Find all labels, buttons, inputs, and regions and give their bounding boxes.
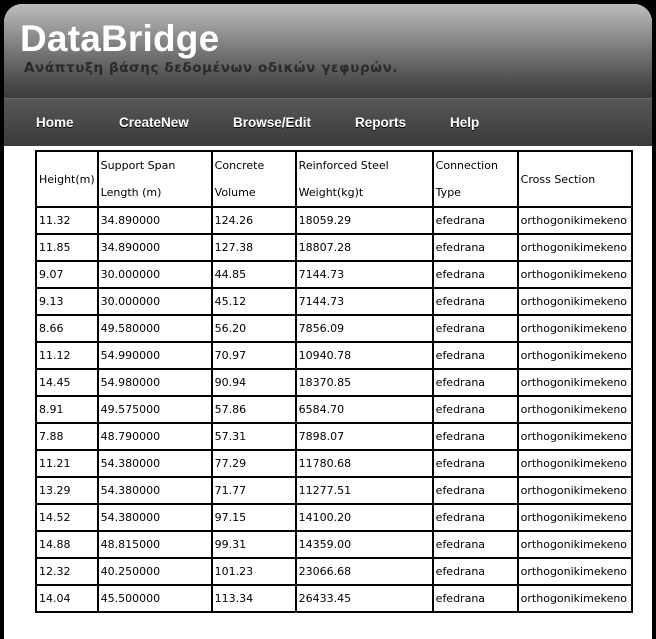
cell-cross-section: orthogonikimekeno xyxy=(518,261,632,288)
table-row xyxy=(36,234,632,261)
cell-cross-section: orthogonikimekeno xyxy=(518,423,632,450)
site-subtitle: Ανάπτυξη βάσης δεδομένων οδικών γεφυρών. xyxy=(24,60,399,76)
cell-support-span-length: 49.580000 xyxy=(98,315,212,342)
table-row xyxy=(36,396,632,423)
cell-support-span-length: 30.000000 xyxy=(98,261,212,288)
cell-connection-type: efedrana xyxy=(433,261,518,288)
cell-support-span-length: 48.815000 xyxy=(98,531,212,558)
cell-reinforced-steel-weight: 7856.09 xyxy=(296,315,433,342)
nav-help[interactable]: Help xyxy=(450,115,480,130)
cell-cross-section: orthogonikimekeno xyxy=(518,288,632,315)
cell-height: 11.12 xyxy=(36,342,98,369)
cell-reinforced-steel-weight: 26433.45 xyxy=(296,585,433,612)
site-title[interactable]: DataBridge xyxy=(20,18,220,59)
table-body xyxy=(36,207,632,612)
cell-concrete-volume: 70.97 xyxy=(212,342,296,369)
cell-height: 9.07 xyxy=(36,261,98,288)
cell-support-span-length: 34.890000 xyxy=(98,207,212,234)
cell-support-span-length: 54.380000 xyxy=(98,450,212,477)
cell-height: 7.88 xyxy=(36,423,98,450)
cell-reinforced-steel-weight: 14100.20 xyxy=(296,504,433,531)
col-header-reinforced-steel-weight: Reinforced Steel Weight(kg)t xyxy=(296,151,433,207)
cell-support-span-length: 34.890000 xyxy=(98,234,212,261)
cell-reinforced-steel-weight: 18370.85 xyxy=(296,369,433,396)
cell-reinforced-steel-weight: 6584.70 xyxy=(296,396,433,423)
nav-browse-edit[interactable]: Browse/Edit xyxy=(233,115,312,130)
cell-concrete-volume: 57.86 xyxy=(212,396,296,423)
table-row xyxy=(36,558,632,585)
cell-height: 11.85 xyxy=(36,234,98,261)
cell-cross-section: orthogonikimekeno xyxy=(518,369,632,396)
cell-height: 11.21 xyxy=(36,450,98,477)
cell-connection-type: efedrana xyxy=(433,531,518,558)
cell-height: 9.13 xyxy=(36,288,98,315)
cell-connection-type: efedrana xyxy=(433,315,518,342)
cell-cross-section: orthogonikimekeno xyxy=(518,450,632,477)
cell-support-span-length: 49.575000 xyxy=(98,396,212,423)
col-header-support-span-length: Support Span Length (m) xyxy=(98,151,212,207)
cell-support-span-length: 30.000000 xyxy=(98,288,212,315)
browser-window xyxy=(4,4,652,639)
cell-cross-section: orthogonikimekeno xyxy=(518,342,632,369)
cell-concrete-volume: 45.12 xyxy=(212,288,296,315)
table-row xyxy=(36,531,632,558)
cell-reinforced-steel-weight: 10940.78 xyxy=(296,342,433,369)
cell-height: 8.91 xyxy=(36,396,98,423)
table-row xyxy=(36,423,632,450)
cell-support-span-length: 48.790000 xyxy=(98,423,212,450)
cell-connection-type: efedrana xyxy=(433,234,518,261)
cell-support-span-length: 54.380000 xyxy=(98,504,212,531)
cell-cross-section: orthogonikimekeno xyxy=(518,477,632,504)
cell-connection-type: efedrana xyxy=(433,504,518,531)
cell-height: 14.04 xyxy=(36,585,98,612)
cell-reinforced-steel-weight: 11780.68 xyxy=(296,450,433,477)
table-row xyxy=(36,585,632,612)
cell-height: 12.32 xyxy=(36,558,98,585)
cell-connection-type: efedrana xyxy=(433,369,518,396)
table-row xyxy=(36,450,632,477)
col-header-height: Height(m) xyxy=(36,151,98,207)
nav-create-new[interactable]: CreateNew xyxy=(119,115,189,130)
table-row xyxy=(36,342,632,369)
cell-support-span-length: 40.250000 xyxy=(98,558,212,585)
col-header-cross-section: Cross Section xyxy=(518,151,632,207)
cell-support-span-length: 45.500000 xyxy=(98,585,212,612)
cell-connection-type: efedrana xyxy=(433,558,518,585)
table-row xyxy=(36,477,632,504)
main-nav xyxy=(4,98,652,147)
col-header-connection-type: Connection Type xyxy=(433,151,518,207)
cell-reinforced-steel-weight: 7898.07 xyxy=(296,423,433,450)
cell-cross-section: orthogonikimekeno xyxy=(518,558,632,585)
cell-concrete-volume: 77.29 xyxy=(212,450,296,477)
cell-cross-section: orthogonikimekeno xyxy=(518,531,632,558)
table-row xyxy=(36,315,632,342)
cell-height: 13.29 xyxy=(36,477,98,504)
table-row xyxy=(36,504,632,531)
bridge-data-table xyxy=(35,150,633,613)
cell-concrete-volume: 90.94 xyxy=(212,369,296,396)
cell-concrete-volume: 57.31 xyxy=(212,423,296,450)
cell-concrete-volume: 44.85 xyxy=(212,261,296,288)
cell-height: 14.52 xyxy=(36,504,98,531)
cell-reinforced-steel-weight: 7144.73 xyxy=(296,261,433,288)
cell-height: 11.32 xyxy=(36,207,98,234)
cell-reinforced-steel-weight: 18059.29 xyxy=(296,207,433,234)
cell-connection-type: efedrana xyxy=(433,477,518,504)
cell-reinforced-steel-weight: 14359.00 xyxy=(296,531,433,558)
table-row xyxy=(36,369,632,396)
cell-concrete-volume: 71.77 xyxy=(212,477,296,504)
cell-cross-section: orthogonikimekeno xyxy=(518,504,632,531)
cell-reinforced-steel-weight: 7144.73 xyxy=(296,288,433,315)
col-header-concrete-volume: Concrete Volume xyxy=(212,151,296,207)
cell-height: 14.88 xyxy=(36,531,98,558)
table-header-row xyxy=(36,151,632,207)
cell-concrete-volume: 101.23 xyxy=(212,558,296,585)
cell-concrete-volume: 124.26 xyxy=(212,207,296,234)
cell-cross-section: orthogonikimekeno xyxy=(518,585,632,612)
cell-concrete-volume: 99.31 xyxy=(212,531,296,558)
cell-cross-section: orthogonikimekeno xyxy=(518,396,632,423)
cell-cross-section: orthogonikimekeno xyxy=(518,315,632,342)
cell-concrete-volume: 56.20 xyxy=(212,315,296,342)
cell-cross-section: orthogonikimekeno xyxy=(518,207,632,234)
cell-reinforced-steel-weight: 23066.68 xyxy=(296,558,433,585)
cell-reinforced-steel-weight: 11277.51 xyxy=(296,477,433,504)
cell-connection-type: efedrana xyxy=(433,288,518,315)
cell-support-span-length: 54.380000 xyxy=(98,477,212,504)
main-content xyxy=(4,146,652,639)
cell-connection-type: efedrana xyxy=(433,423,518,450)
nav-reports[interactable]: Reports xyxy=(355,115,407,130)
nav-home[interactable]: Home xyxy=(36,115,74,130)
cell-support-span-length: 54.980000 xyxy=(98,369,212,396)
cell-connection-type: efedrana xyxy=(433,450,518,477)
cell-concrete-volume: 127.38 xyxy=(212,234,296,261)
table-row xyxy=(36,207,632,234)
table-row xyxy=(36,261,632,288)
cell-connection-type: efedrana xyxy=(433,342,518,369)
cell-connection-type: efedrana xyxy=(433,396,518,423)
cell-reinforced-steel-weight: 18807.28 xyxy=(296,234,433,261)
table-row xyxy=(36,288,632,315)
cell-support-span-length: 54.990000 xyxy=(98,342,212,369)
cell-concrete-volume: 97.15 xyxy=(212,504,296,531)
cell-height: 8.66 xyxy=(36,315,98,342)
cell-connection-type: efedrana xyxy=(433,585,518,612)
cell-connection-type: efedrana xyxy=(433,207,518,234)
cell-height: 14.45 xyxy=(36,369,98,396)
cell-concrete-volume: 113.34 xyxy=(212,585,296,612)
site-header xyxy=(4,4,652,98)
cell-cross-section: orthogonikimekeno xyxy=(518,234,632,261)
